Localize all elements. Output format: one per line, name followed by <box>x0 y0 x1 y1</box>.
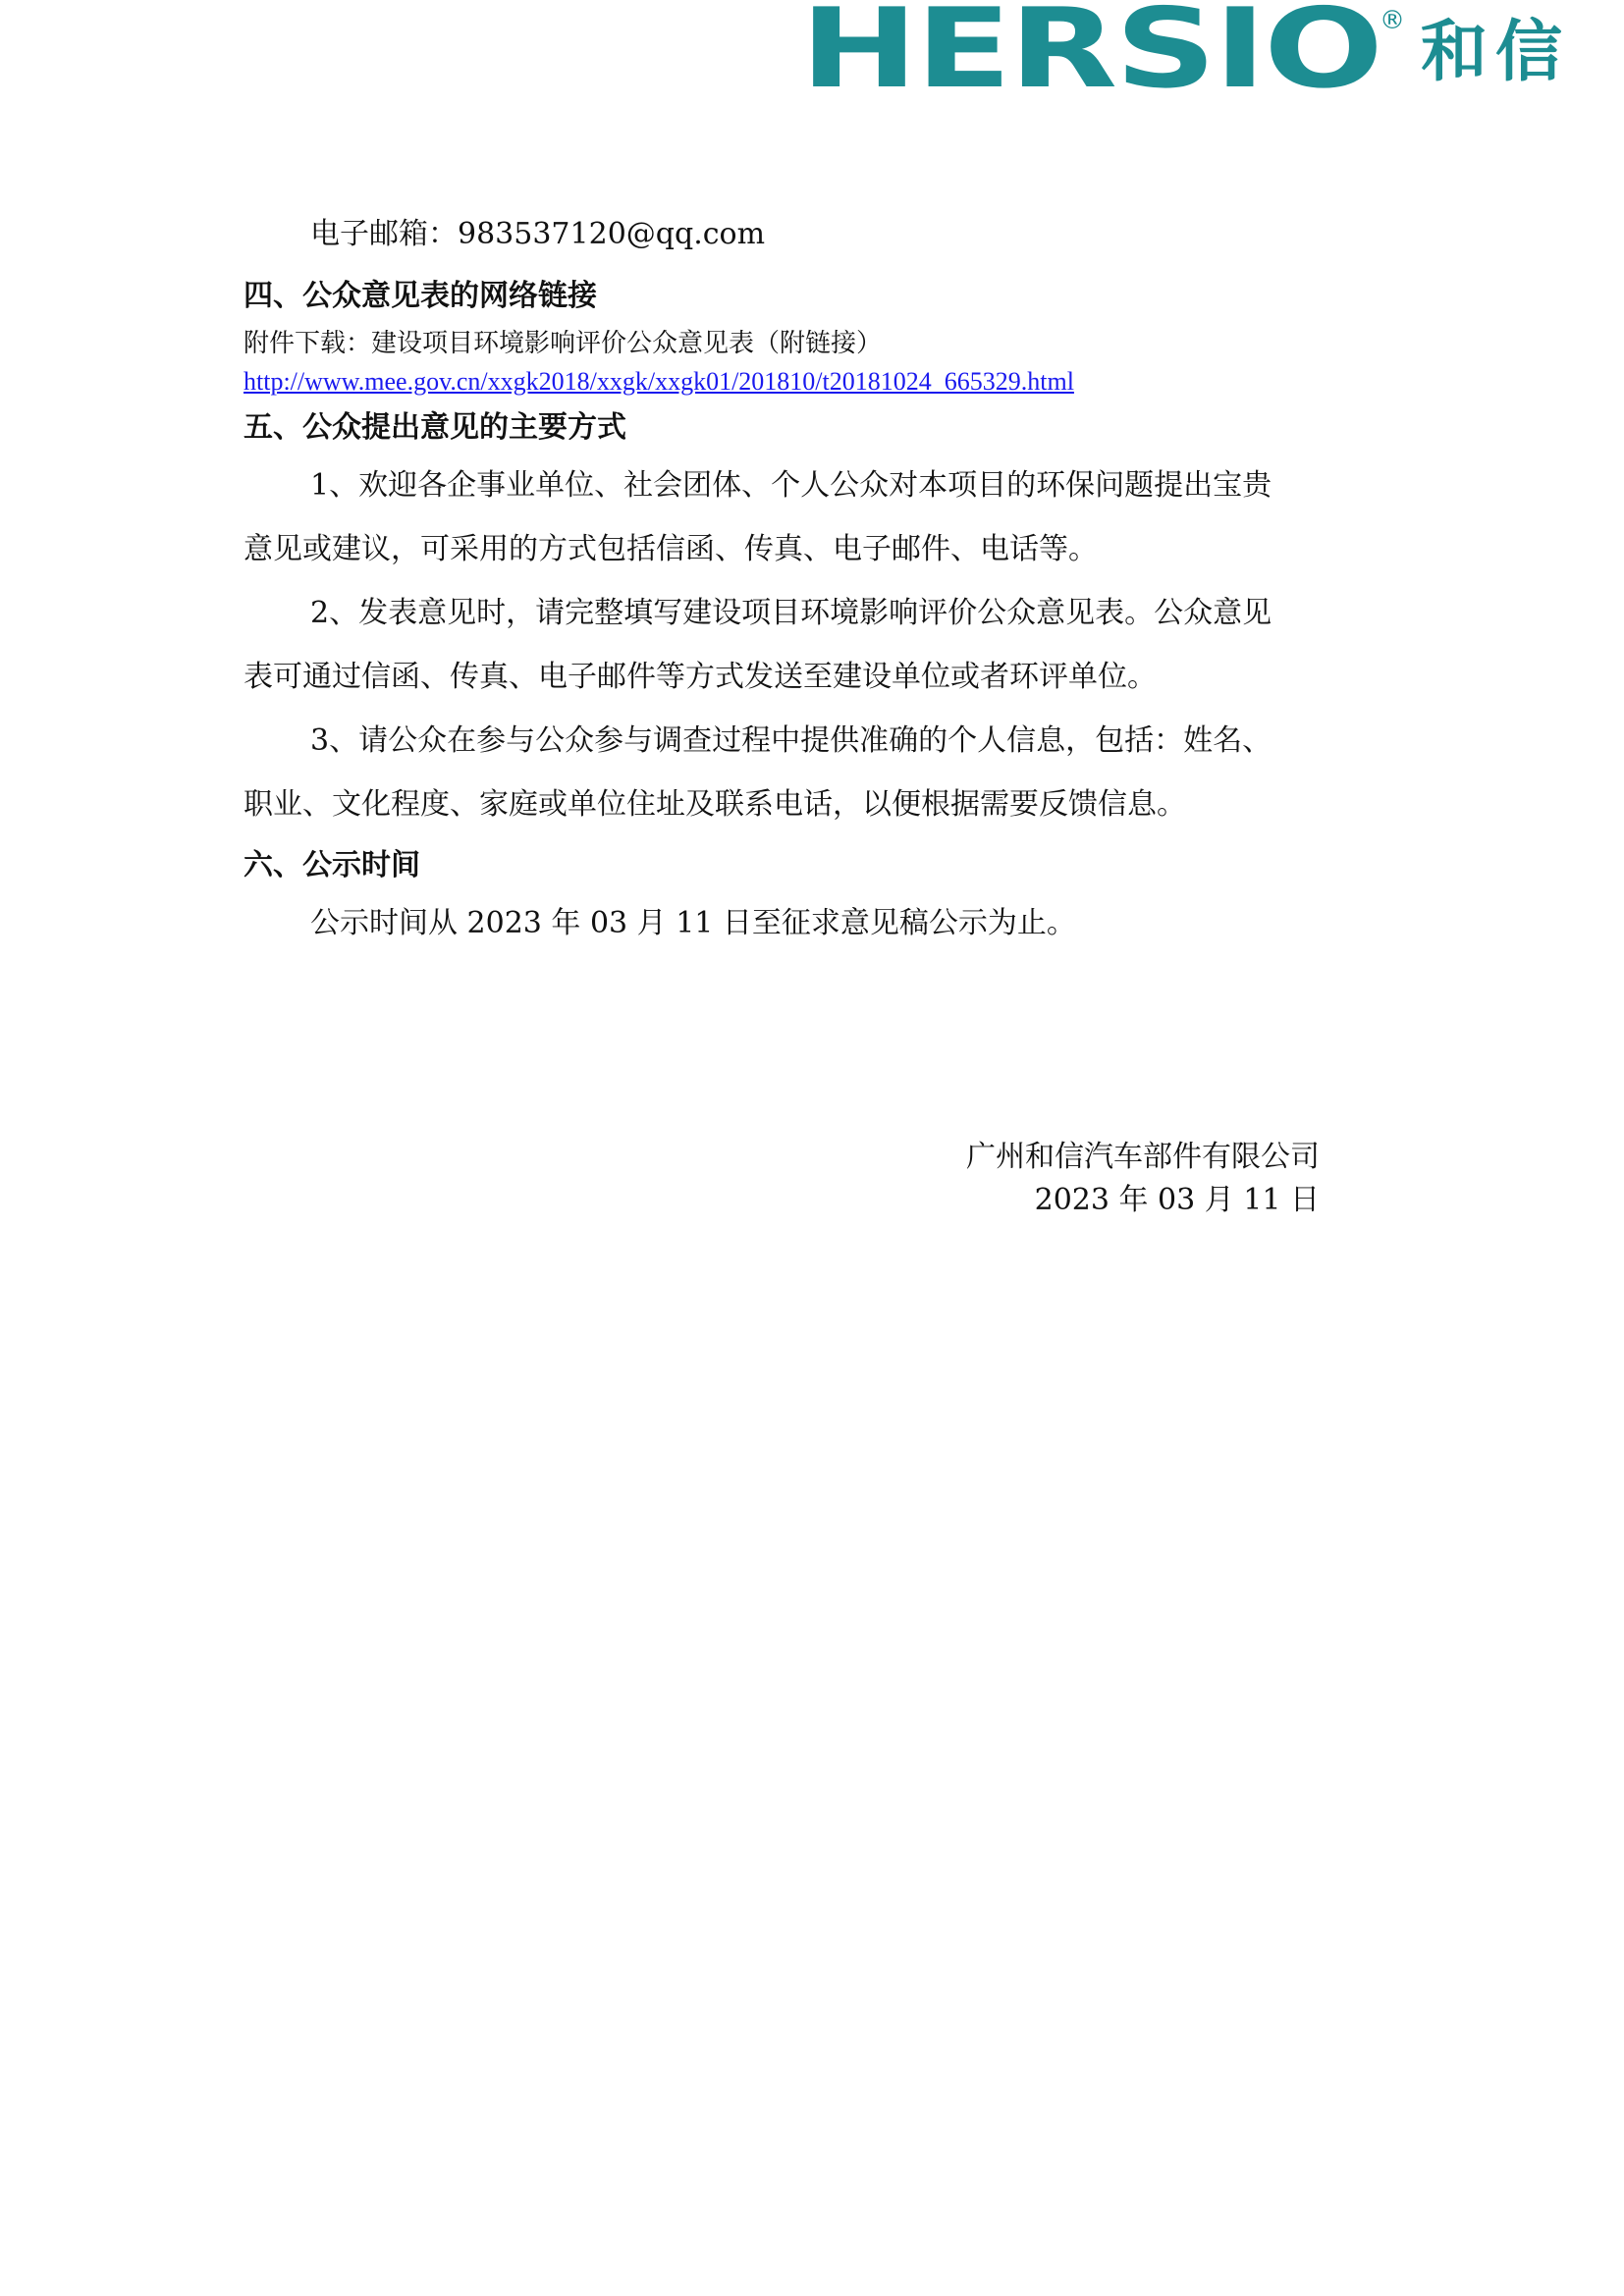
paragraph-1-line-1: 1、欢迎各企事业单位、社会团体、个人公众对本项目的环保问题提出宝贵 <box>310 468 1272 503</box>
attachment-download-text: 附件下载：建设项目环境影响评价公众意见表（附链接） <box>244 329 883 358</box>
section-5-heading: 五、公众提出意见的主要方式 <box>244 410 626 445</box>
document-body <box>244 202 1363 955</box>
section-4-heading: 四、公众意见表的网络链接 <box>244 279 597 313</box>
paragraph-1-line-2: 意见或建议，可采用的方式包括信函、传真、电子邮件、电话等。 <box>244 532 1098 566</box>
signature-block <box>966 1136 1320 1222</box>
paragraph-2-line-2: 表可通过信函、传真、电子邮件等方式发送至建设单位或者环评单位。 <box>244 660 1157 694</box>
email-line: 电子邮箱：983537120@qq.com <box>310 217 766 251</box>
registered-mark: ® <box>1380 6 1405 35</box>
logo-brand-text: HERSIO <box>800 0 1381 113</box>
signature-date: 2023 年 03 月 11 日 <box>1034 1183 1320 1217</box>
paragraph-2-line-1: 2、发表意见时，请完整填写建设项目环境影响评价公众意见表。公众意见 <box>310 596 1272 630</box>
paragraph-3-line-1: 3、请公众在参与公众参与调查过程中提供准确的个人信息，包括：姓名、 <box>310 723 1272 758</box>
company-logo <box>800 0 1571 113</box>
publicity-period-text: 公示时间从 2023 年 03 月 11 日至征求意见稿公示为止。 <box>310 906 1076 940</box>
paragraph-3-line-2: 职业、文化程度、家庭或单位住址及联系电话，以便根据需要反馈信息。 <box>244 787 1186 822</box>
company-name: 广州和信汽车部件有限公司 <box>966 1140 1320 1174</box>
logo-chinese-text: 和信 <box>1421 14 1571 91</box>
section-6-heading: 六、公示时间 <box>244 848 420 882</box>
opinion-form-link[interactable]: http://www.mee.gov.cn/xxgk2018/xxgk/xxgk01/201810/t20181024_665329.html <box>244 367 1074 396</box>
